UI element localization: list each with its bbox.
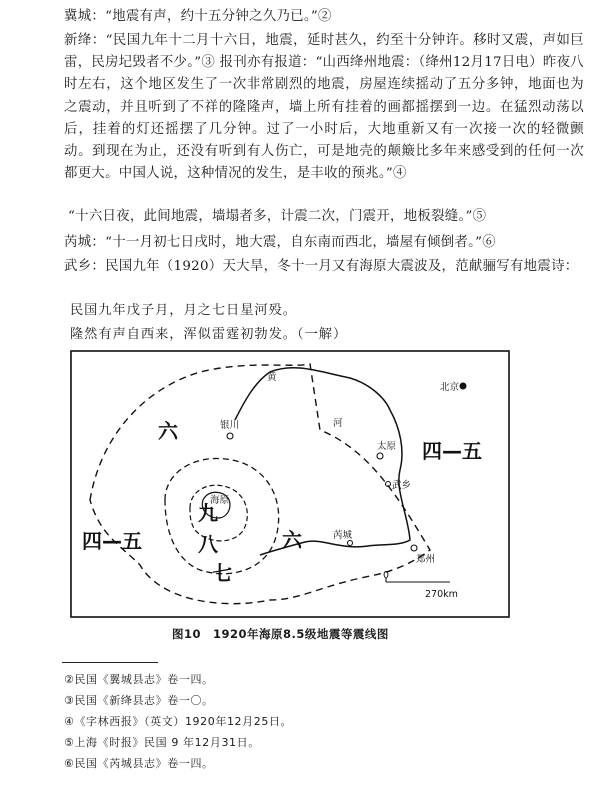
paragraph-yicheng: 冀城：“地震有声，约十五分钟之久乃已。”② bbox=[64, 9, 332, 24]
paragraph-ruicheng: 芮城：“十一月初七日戌时，地大震，自东南而西北，墙屋有倾倒者。”⑥ bbox=[64, 235, 496, 250]
paragraph-report-16th: “十六日夜，此间地震，墙塌者多，计震二次，门震开，地板裂缝。”⑤ bbox=[68, 209, 487, 224]
city-label-haiyuan: 海原 bbox=[210, 495, 230, 506]
footnotes bbox=[64, 669, 292, 774]
zone-label-six-west: 六 bbox=[158, 419, 178, 443]
city-label-ruicheng: 芮城 bbox=[333, 530, 353, 541]
paragraph-wuxiang: 武乡：民国九年（1920）天大旱，冬十一月又有海原大震波及，范献骊写有地震诗： bbox=[64, 259, 579, 274]
river-label-he: 河 bbox=[333, 418, 343, 429]
city-label-beijing: 北京 bbox=[440, 382, 460, 393]
zone-label-seven: 七 bbox=[212, 561, 232, 585]
isoseismal-map bbox=[70, 350, 510, 618]
city-marker-beijing bbox=[460, 383, 466, 389]
footnote-6: ⑥民国《芮城县志》卷一四。 bbox=[64, 757, 214, 770]
poem-line-2: 隆然有声自西来，浑似雷霆初勃发。（一解） bbox=[70, 327, 348, 342]
footnote-2: ②民国《翼城县志》卷一四。 bbox=[64, 673, 214, 686]
paragraph-xinjiang: 新绛：“民国九年十二月十六日，地震，延时甚久，约至十分钟许。移时又震，声如巨雷，民房圮毁者不少。”③ 报刊亦有报道：“山西绛州地震：（绛州12月17日电）昨夜八时左右，这个地区发生了一次非常剧烈的地震，房屋连续摇动了五分多钟，地面也为之震动，并且听到了不祥的隆隆声，墙上所有挂着的画都摇摆到一边。在猛烈动荡以后，挂着的灯还摇摆了几分钟。过了一小时后，大地重新又有一次接一次的轻微颤动。到现在为止，还没有听到有人伤亡，可是地壳的颠簸比多年来感受到的任何一次都更大。中国人说，这种情况的发生，是丰收的预兆。”④ bbox=[64, 33, 584, 182]
river-label-huang: 黄 bbox=[267, 372, 277, 383]
footnote-5: ⑤上海《时报》民国 9 年12月31日。 bbox=[64, 736, 260, 749]
city-label-yinchuan: 银川 bbox=[220, 420, 240, 431]
figure-caption: 图10 1920年海原8.5级地震等震线图 bbox=[172, 627, 389, 641]
city-label-zhengzhou: 郑州 bbox=[416, 554, 436, 565]
scale-zero: 0 bbox=[383, 570, 390, 581]
zone-label-four-five-east: 四—五 bbox=[422, 439, 482, 463]
scale-label: 270km bbox=[425, 589, 458, 600]
zone-label-four-five-west: 四—五 bbox=[82, 529, 142, 553]
footnote-rule bbox=[62, 662, 158, 663]
zone-label-six-east: 六 bbox=[282, 528, 302, 552]
zone-label-eight: 八 bbox=[198, 532, 218, 556]
city-label-taiyuan: 太原 bbox=[377, 441, 397, 452]
zone-label-nine: 九 bbox=[198, 501, 218, 525]
footnote-3: ③民国《新绛县志》卷一〇。 bbox=[64, 694, 214, 707]
footnote-4: ④《字林西报》（英文）1920年12月25日。 bbox=[64, 715, 293, 728]
city-label-wuxiang: 武乡 bbox=[392, 480, 412, 491]
poem-line-1: 民国九年戊子月，月之七日星河殁。 bbox=[70, 303, 297, 318]
